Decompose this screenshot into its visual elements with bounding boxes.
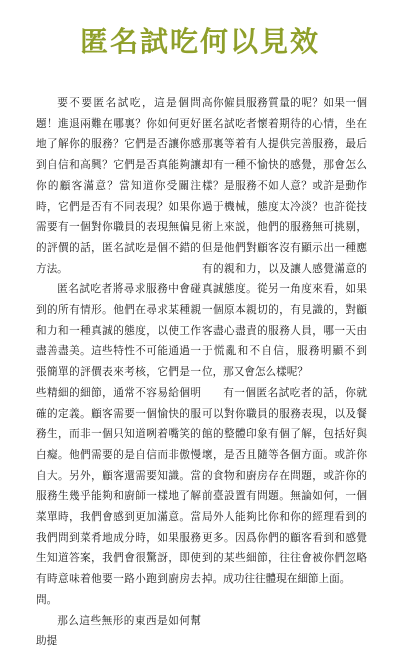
paragraph: 要不要匿名試吃，這是個問題！進退兩難在哪裏？你如何更好地了解你的服務？它們是否讓你感到自信和高興？它們是否真能夠讓你的顧客滿意？當知道你受關注時，它們是否有不同表現？如果你需要有一個對你職員的表現無偏見的評價的話，匿名試吃是個不錯的方法。 [36, 97, 201, 275]
paragraph: 有一個匿名試吃者的話，你就可以對你職員的服務表現，以及餐館的整體印象有個了解，包括好與壞，是否且隨等各個方面。或許你的食物和廚房存在問題，或許你的前臺設置有問題。無論如何，一個局外人能夠比你和你的經理看到的更多。因爲你們的顧客看到和感覺到的某些細節，往往會被你們忽略掉。成功往往體現在細節上面。 [202, 386, 367, 586]
left-column [36, 93, 201, 652]
paragraph: 匿名試吃者將尋求服務中會碰到的所有情形。他們在尋求某種親和力和一種真誠的態度，以使工作盡善盡美。這些特性不可能通過一張簡單的評價表來考核，它們是一些精細的細節，通常不容易給個明確的定義。顧客需要一個愉快的服務生，而非一個只知道咧着嘴笑的白癡。他們需要的是自信而非傲慢自大。另外，顧客還需要知識。當服務生幾乎能夠和廚師一樣地了解菜單時，我們會感到更加滿意。當我們問到菜肴地成分時，如果服務生知道答案，我們會很驚訝，即使有時意味着他要一路小跑到廚房去問。 [36, 283, 201, 606]
page-title: 匿名試吃何以見效 [79, 25, 320, 58]
right-column [202, 93, 367, 590]
paragraph: 那么這些無形的東西是如何幫助提 [36, 614, 201, 648]
paragraph: 高你僱員服務質量的呢？如果一個匿名試吃者懷着期待的心情，坐在那裏等着有人提供完善服務，最后却有一種不愉快的感覺，那會怎么樣？是服務不如人意？或許是動作過于機械，態度太冷淡？也許從技術上來説，他們的服務無可挑剔，但是他們對顧客沒有顯示出一種應有的親和力，以及讓人感覺滿意的真誠態度。從另一角度來看，如果一個原本親切的，有見識的，對顧客盡心盡責的服務人員，哪一天由于慌亂和不自信，服務明顯不到位，那又會怎么樣呢？ [202, 97, 367, 379]
